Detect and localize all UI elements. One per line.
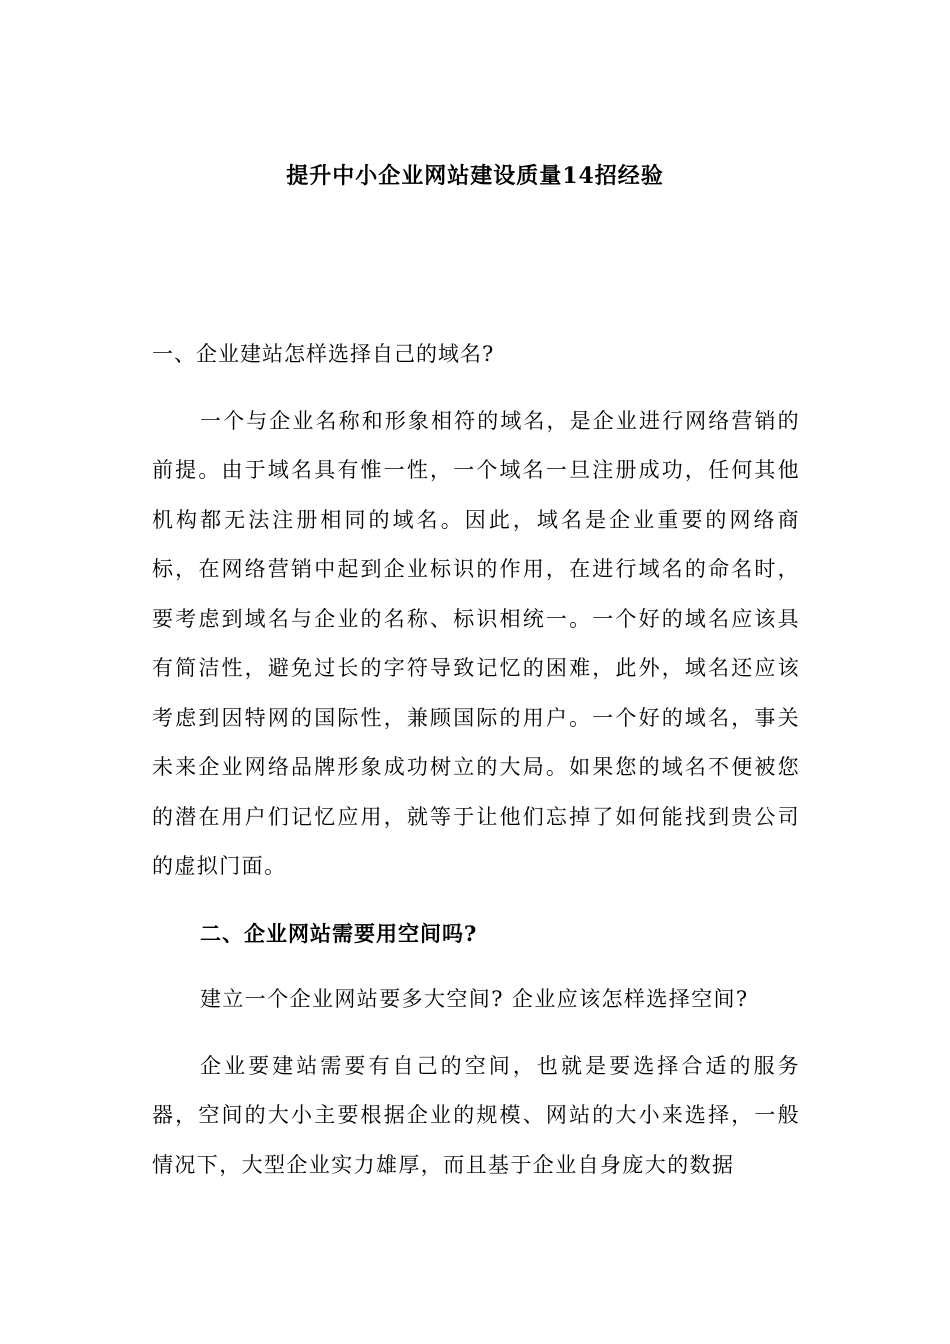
section-2-paragraph-2: 企业要建站需要有自己的空间，也就是要选择合适的服务器，空间的大小主要根据企业的规模、网站的大小来选择，一般情况下，大型企业实力雄厚，而且基于企业自身庞大的数据 bbox=[152, 1053, 800, 1177]
document-body bbox=[152, 330, 800, 1207]
section-1-paragraph: 一个与企业名称和形象相符的域名，是企业进行网络营销的前提。由于域名具有惟一性，一个域名一旦注册成功，任何其他机构都无法注册相同的域名。因此，域名是企业重要的网络商标，在网络营销中起到企业标识的作用，在进行域名的命名时，要考虑到域名与企业的名称、标识相统一。一个好的域名应该具有简洁性，避免过长的字符导致记忆的困难，此外，域名还应该考虑到因特网的国际性，兼顾国际的用户。一个好的域名，事关未来企业网络品牌形象成功树立的大局。如果您的域名不便被您的潜在用户们记忆应用，就等于让他们忘掉了如何能找到贵公司的虚拟门面。 bbox=[152, 408, 800, 878]
document-title: 提升中小企业网站建设质量14招经验 bbox=[286, 163, 664, 189]
section-2-heading: 二、企业网站需要用空间吗? bbox=[200, 920, 478, 946]
section-2-paragraph-1: 建立一个企业网站要多大空间? 企业应该怎样选择空间? bbox=[200, 987, 749, 1011]
section-1-heading: 一、企业建站怎样选择自己的域名? bbox=[152, 342, 495, 366]
